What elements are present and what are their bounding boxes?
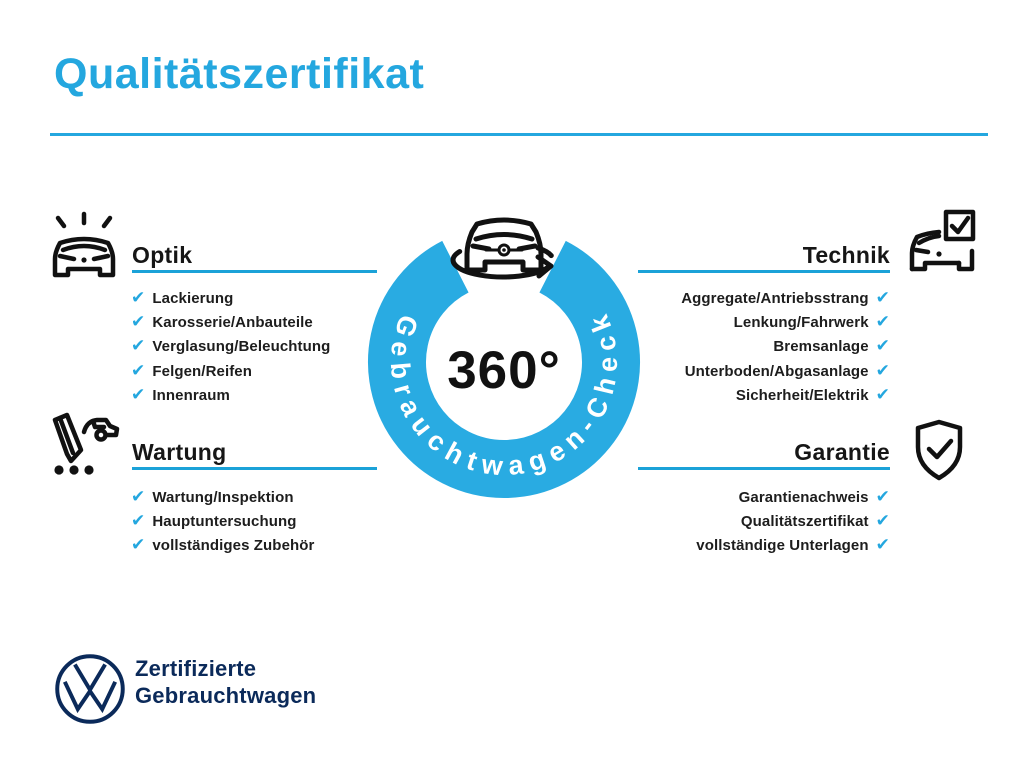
vw-logo xyxy=(54,653,126,725)
check-label: vollständiges Zubehör xyxy=(152,537,315,555)
check-label: Innenraum xyxy=(152,387,230,405)
check-icon: ✔ xyxy=(131,287,146,307)
check-icon: ✔ xyxy=(131,511,146,531)
check-label: Sicherheit/Elektrik xyxy=(735,387,869,405)
check-item xyxy=(590,509,890,533)
check-label: Hauptuntersuchung xyxy=(152,513,297,531)
page-title: Qualitätszertifikat xyxy=(54,50,425,98)
check-item xyxy=(131,384,330,408)
check-icon: ✔ xyxy=(875,385,890,405)
check-icon: ✔ xyxy=(131,535,146,555)
check-icon: ✔ xyxy=(131,336,146,356)
check-icon: ✔ xyxy=(875,312,890,332)
wartung-check-list xyxy=(131,485,314,558)
check-label: Felgen/Reifen xyxy=(152,362,253,380)
check-label: Aggregate/Antriebsstrang xyxy=(681,289,869,307)
section-underline-wartung xyxy=(132,467,377,470)
section-underline-garantie xyxy=(638,467,890,470)
check-item xyxy=(131,286,330,310)
section-title-garantie: Garantie xyxy=(794,439,890,465)
check-label: Verglasung/Beleuchtung xyxy=(152,338,331,356)
title-divider xyxy=(50,133,988,136)
check-label: Karosserie/Anbauteile xyxy=(152,314,313,332)
degrees-label: 360° xyxy=(447,341,561,400)
check-item xyxy=(131,359,330,383)
brand-text xyxy=(135,655,316,709)
check-label: Wartung/Inspektion xyxy=(152,488,294,506)
section-title-wartung: Wartung xyxy=(132,439,227,465)
car-front-rotation-icon xyxy=(453,220,551,277)
check-icon: ✔ xyxy=(131,486,146,506)
check-icon: ✔ xyxy=(131,385,146,405)
brand-line-2: Gebrauchtwagen xyxy=(135,683,317,708)
check-item xyxy=(131,485,314,509)
shield-check-icon xyxy=(910,418,968,482)
ring-curved-text: Gebrauchtwagen-Check xyxy=(384,311,624,482)
section-underline-optik xyxy=(132,270,377,273)
check-icon: ✔ xyxy=(875,535,890,555)
brand-line-1: Zertifizierte xyxy=(135,656,257,681)
check-label: Qualitätszertifikat xyxy=(740,513,869,531)
check-icon: ✔ xyxy=(875,486,890,506)
check-icon: ✔ xyxy=(875,287,890,307)
check-label: Lackierung xyxy=(152,289,234,307)
check-item xyxy=(131,534,314,558)
check-item xyxy=(131,335,330,359)
check-item xyxy=(131,310,330,334)
check-label: Lenkung/Fahrwerk xyxy=(733,314,869,332)
check-label: Garantienachweis xyxy=(738,488,869,506)
check-label: Unterboden/Abgasanlage xyxy=(684,362,869,380)
check-item xyxy=(131,509,314,533)
check-label: Bremsanlage xyxy=(773,338,869,356)
check-icon: ✔ xyxy=(131,312,146,332)
section-title-optik: Optik xyxy=(132,242,193,268)
shiny-car-icon xyxy=(45,209,123,281)
car-checkbox-icon xyxy=(906,207,978,275)
check-icon: ✔ xyxy=(875,511,890,531)
section-title-technik: Technik xyxy=(802,242,890,268)
check-item xyxy=(590,534,890,558)
section-underline-technik xyxy=(638,270,890,273)
360-check-badge xyxy=(354,198,654,510)
check-icon: ✔ xyxy=(875,336,890,356)
check-icon: ✔ xyxy=(875,360,890,380)
check-label: vollständige Unterlagen xyxy=(696,537,869,555)
pencil-car-icon xyxy=(42,410,120,478)
check-icon: ✔ xyxy=(131,360,146,380)
optik-check-list xyxy=(131,286,330,408)
